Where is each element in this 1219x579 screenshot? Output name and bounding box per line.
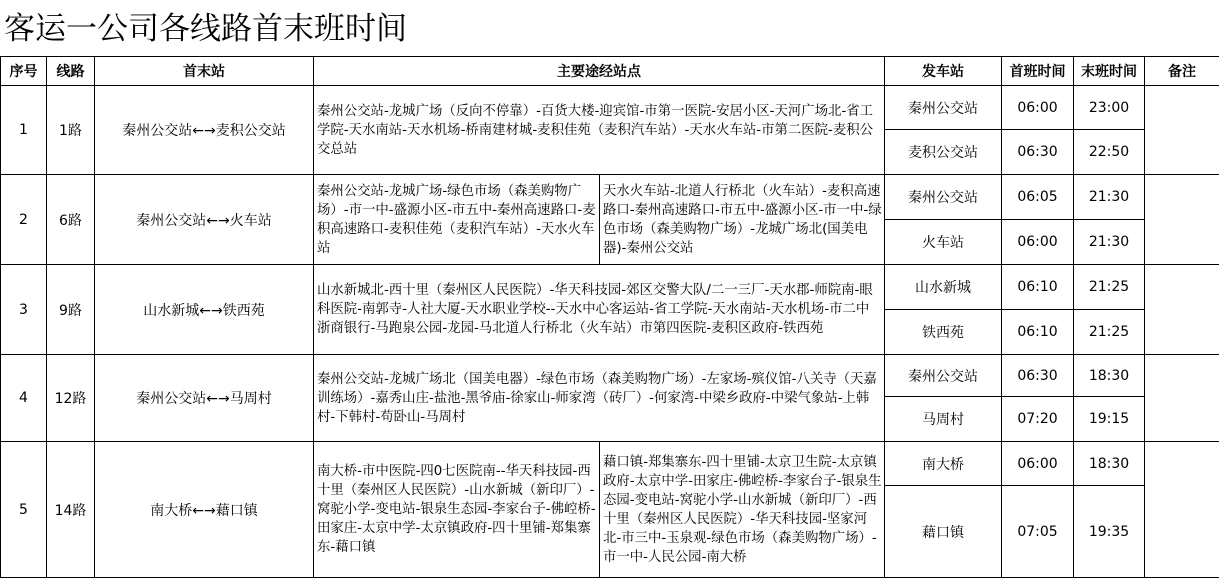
depart-station: 秦州公交站 (885, 355, 1002, 397)
table-row (1, 265, 1219, 310)
depart-station: 秦州公交站 (885, 175, 1002, 220)
depart-station: 麦积公交站 (885, 130, 1002, 175)
first-time: 06:05 (1002, 175, 1074, 220)
seq-cell: 4 (1, 355, 47, 442)
last-time: 18:30 (1074, 442, 1145, 486)
header-seq: 序号 (1, 57, 47, 86)
header-line: 线路 (47, 57, 95, 86)
header-first: 首班时间 (1002, 57, 1074, 86)
last-time: 21:30 (1074, 220, 1145, 265)
seq-cell: 1 (1, 86, 47, 175)
stops-cell: 秦州公交站-龙城广场北（国美电器）-绿色市场（森美购物广场）-左家场-殡仪馆-八关寺（天嘉训练场）-嘉秀山庄-盐池-黑爷庙-徐家山-师家湾（砖厂）-何家湾-中梁乡政府-中梁气象站-上韩村-下韩村-苟卧山-马周村 (314, 355, 885, 442)
first-time: 07:20 (1002, 397, 1074, 442)
table-row (1, 86, 1219, 130)
seq-cell: 5 (1, 442, 47, 578)
line-cell: 1路 (47, 86, 95, 175)
first-time: 06:10 (1002, 310, 1074, 355)
table-row (1, 355, 1219, 397)
header-note: 备注 (1145, 57, 1219, 86)
first-time: 06:00 (1002, 442, 1074, 486)
stops-cell: 秦州公交站-龙城广场（反向不停靠）-百货大楼-迎宾馆-市第一医院-安居小区-天河广场北-省工学院-天水南站-天水机场-桥南建材城-麦积佳苑（麦积汽车站）-天水火车站-市第二医院-麦积公交总站 (314, 86, 885, 175)
first-time: 06:10 (1002, 265, 1074, 310)
terminals-cell: 秦州公交站←→麦积公交站 (95, 86, 314, 175)
schedule-table (0, 56, 1219, 578)
depart-station: 铁西苑 (885, 310, 1002, 355)
header-row (1, 57, 1219, 86)
stops-cell-return: 藉口镇-郑集寨东-四十里铺-太京卫生院-太京镇政府-太京中学-田家庄-佛崆桥-李家台子-银泉生态园-变电站-窝驼小学-山水新城（新印厂）-西十里（秦州区人民医院）-华天科技园-坚家河北-市三中-玉泉观-绿色市场（森美购物广场）-市一中-人民公园-南大桥 (600, 442, 885, 578)
last-time: 22:50 (1074, 130, 1145, 175)
line-cell: 14路 (47, 442, 95, 578)
header-terminals: 首末站 (95, 57, 314, 86)
page-title: 客运一公司各线路首末班时间 (4, 11, 407, 47)
note-cell (1145, 265, 1219, 355)
table-row (1, 442, 1219, 486)
depart-station: 火车站 (885, 220, 1002, 265)
last-time: 19:35 (1074, 486, 1145, 578)
seq-cell: 2 (1, 175, 47, 265)
note-cell (1145, 175, 1219, 265)
depart-station: 南大桥 (885, 442, 1002, 486)
line-cell: 6路 (47, 175, 95, 265)
header-depart: 发车站 (885, 57, 1002, 86)
last-time: 21:25 (1074, 265, 1145, 310)
first-time: 06:00 (1002, 220, 1074, 265)
seq-cell: 3 (1, 265, 47, 355)
depart-station: 山水新城 (885, 265, 1002, 310)
line-cell: 12路 (47, 355, 95, 442)
first-time: 06:00 (1002, 86, 1074, 130)
depart-station: 藉口镇 (885, 486, 1002, 578)
depart-station: 秦州公交站 (885, 86, 1002, 130)
note-cell (1145, 355, 1219, 442)
stops-cell-return: 天水火车站-北道人行桥北（火车站）-麦积高速路口-秦州高速路口-市五中-盛源小区-市一中-绿色市场（森美购物广场）-龙城广场北(国美电器)-秦州公交站 (600, 175, 885, 265)
stops-cell-outbound: 南大桥-市中医院-四0七医院南--华天科技园-西十里（秦州区人民医院）-山水新城（新印厂）-窝驼小学-变电站-银泉生态园-李家台子-佛崆桥-田家庄-太京中学-太京镇政府-四十里铺-郑集寨东-藉口镇 (314, 442, 600, 578)
terminals-cell: 南大桥←→藉口镇 (95, 442, 314, 578)
terminals-cell: 山水新城←→铁西苑 (95, 265, 314, 355)
stops-cell-outbound: 秦州公交站-龙城广场-绿色市场（森美购物广场）-市一中-盛源小区-市五中-秦州高速路口-麦积高速路口-麦积佳苑（麦积汽车站）-天水火车站 (314, 175, 600, 265)
last-time: 19:15 (1074, 397, 1145, 442)
note-cell (1145, 86, 1219, 175)
stops-cell: 山水新城北-西十里（秦州区人民医院）-华天科技园-郊区交警大队/二一三厂-天水郡-师院南-眼科医院-南郭寺-人社大厦-天水职业学校--天水中心客运站-省工学院-天水南站-天水机场-市二中浙商银行-马跑泉公园-龙园-马北道人行桥北（火车站）市第四医院-麦积区政府-铁西苑 (314, 265, 885, 355)
terminals-cell: 秦州公交站←→马周村 (95, 355, 314, 442)
last-time: 21:25 (1074, 310, 1145, 355)
first-time: 07:05 (1002, 486, 1074, 578)
header-last: 末班时间 (1074, 57, 1145, 86)
line-cell: 9路 (47, 265, 95, 355)
terminals-cell: 秦州公交站←→火车站 (95, 175, 314, 265)
depart-station: 马周村 (885, 397, 1002, 442)
last-time: 21:30 (1074, 175, 1145, 220)
note-cell (1145, 442, 1219, 578)
first-time: 06:30 (1002, 130, 1074, 175)
last-time: 18:30 (1074, 355, 1145, 397)
last-time: 23:00 (1074, 86, 1145, 130)
table-row (1, 175, 1219, 220)
header-stops: 主要途经站点 (314, 57, 885, 86)
first-time: 06:30 (1002, 355, 1074, 397)
